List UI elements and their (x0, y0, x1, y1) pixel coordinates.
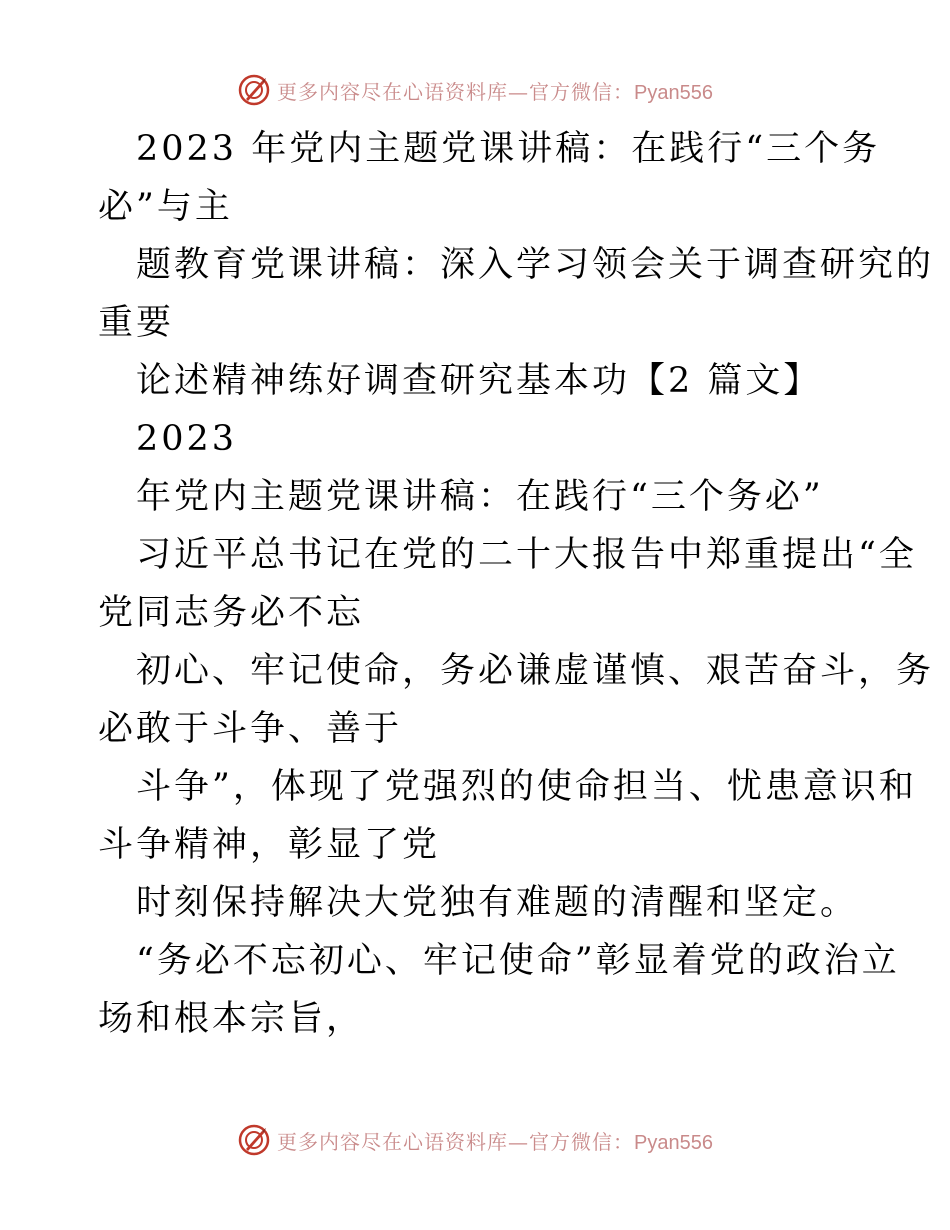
footer-banner (0, 1120, 950, 1160)
document-line: 2023 年党内主题党课讲稿：在践行“三个务 (136, 129, 881, 169)
document-line: 重要 (98, 303, 175, 343)
document-line: 党同志务必不忘 (98, 593, 365, 633)
document-line: 斗争”，体现了党强烈的使命担当、忧患意识和 (136, 767, 917, 807)
document-line: 斗争精神，彰显了党 (98, 825, 441, 865)
document-line: “务必不忘初心、牢记使命”彰显着党的政治立 (136, 941, 900, 981)
document-line: 2023 (136, 419, 238, 459)
brand-logo-icon (237, 1123, 271, 1157)
footer-banner-text: 更多内容尽在心语资料库—官方微信：Pyan556 (277, 1129, 713, 1154)
document-line: 场和根本宗旨， (98, 999, 365, 1039)
document-line: 习近平总书记在党的二十大报告中郑重提出“全 (136, 535, 917, 575)
brand-logo-icon (237, 73, 271, 107)
document-body (98, 120, 935, 1048)
document-line: 必”与主 (98, 187, 233, 227)
header-banner-text: 更多内容尽在心语资料库—官方微信：Pyan556 (277, 79, 713, 104)
document-line: 年党内主题党课讲稿：在践行“三个务必” (136, 477, 824, 517)
document-line: 必敢于斗争、善于 (98, 709, 403, 749)
document-line: 时刻保持解决大党独有难题的清醒和坚定。 (136, 883, 859, 923)
header-banner (0, 70, 950, 110)
document-line: 题教育党课讲稿：深入学习领会关于调查研究的 (136, 245, 935, 285)
document-line: 论述精神练好调查研究基本功【2 篇文】 (136, 361, 822, 401)
document-line: 初心、牢记使命，务必谦虚谨慎、艰苦奋斗，务 (136, 651, 935, 691)
